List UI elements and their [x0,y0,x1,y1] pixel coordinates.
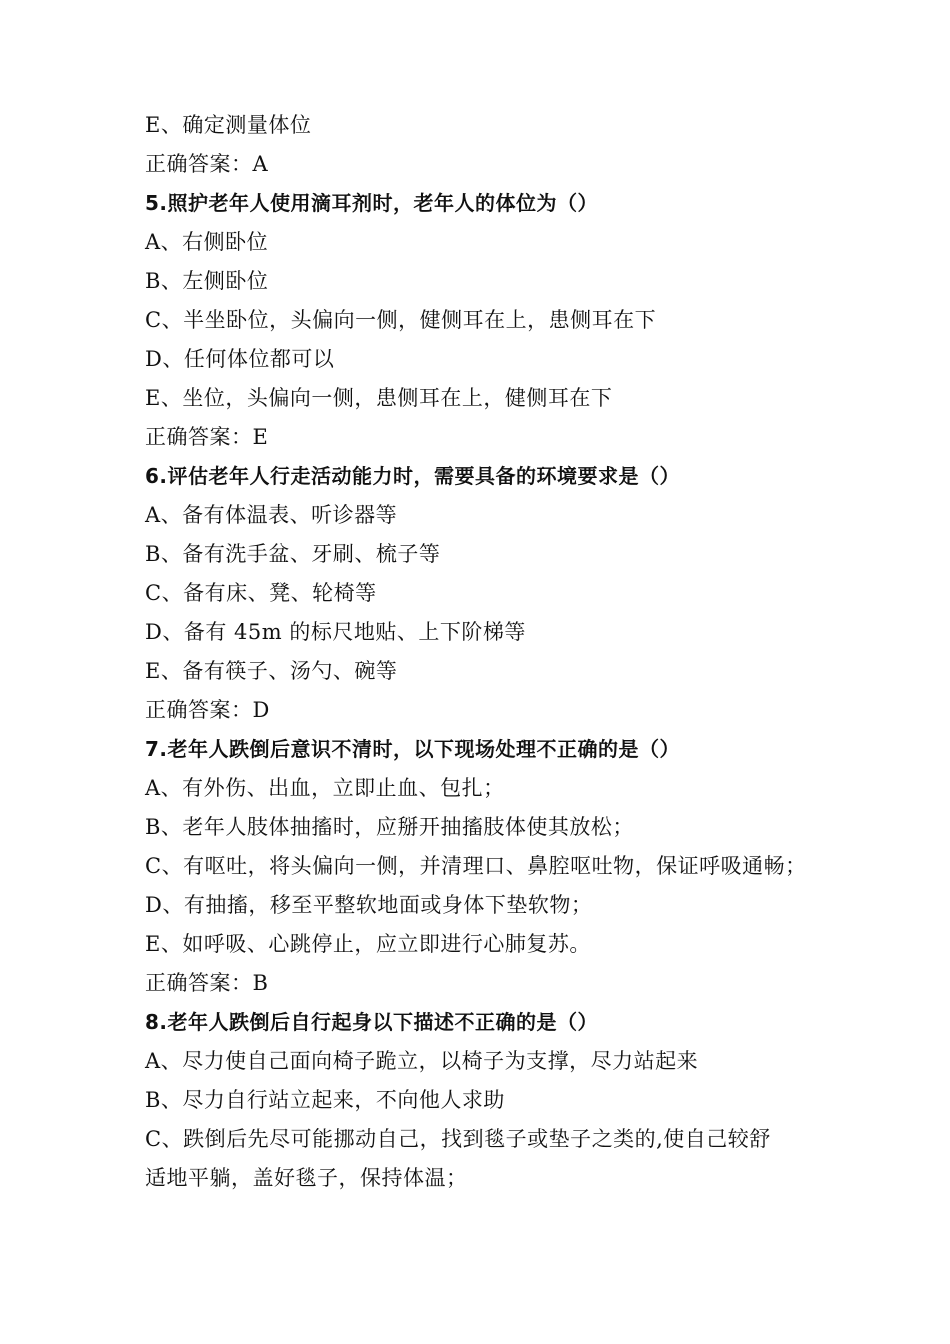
option-line: C、半坐卧位，头偏向一侧，健侧耳在上，患侧耳在下 [145,308,657,332]
option-line: 适地平躺，盖好毯子，保持体温； [145,1166,468,1190]
document-page [145,106,835,1198]
option-line: B、老年人肢体抽搐时，应掰开抽搐肢体使其放松； [145,815,634,839]
answer-line: 正确答案：B [145,971,269,995]
question-line: 5.照护老年人使用滴耳剂时，老年人的体位为（） [145,191,599,215]
option-line: A、右侧卧位 [145,230,269,254]
option-line: B、左侧卧位 [145,269,269,293]
option-line: D、任何体位都可以 [145,347,335,371]
option-line: B、尽力自行站立起来，不向他人求助 [145,1088,505,1112]
option-line: D、备有 45m 的标尺地贴、上下阶梯等 [145,620,526,644]
option-line: D、有抽搐，移至平整软地面或身体下垫软物； [145,893,593,917]
question-line: 6.评估老年人行走活动能力时，需要具备的环境要求是（） [145,464,681,488]
question-line: 7.老年人跌倒后意识不清时，以下现场处理不正确的是（） [145,737,681,761]
option-line: E、确定测量体位 [145,113,312,137]
answer-line: 正确答案：D [145,698,270,722]
option-line: A、备有体温表、听诊器等 [145,503,398,527]
answer-line: 正确答案：E [145,425,269,449]
option-line: A、尽力使自己面向椅子跪立，以椅子为支撑，尽力站起来 [145,1049,699,1073]
option-line: E、备有筷子、汤勺、碗等 [145,659,398,683]
option-line: C、跌倒后先尽可能挪动自己，找到毯子或垫子之类的,使自己较舒 [145,1127,771,1151]
option-line: C、备有床、凳、轮椅等 [145,581,377,605]
answer-line: 正确答案：A [145,152,269,176]
option-line: C、有呕吐，将头偏向一侧，并清理口、鼻腔呕吐物，保证呼吸通畅； [145,854,807,878]
option-line: B、备有洗手盆、牙刷、梳子等 [145,542,441,566]
question-line: 8.老年人跌倒后自行起身以下描述不正确的是（） [145,1010,599,1034]
option-line: E、如呼吸、心跳停止，应立即进行心肺复苏。 [145,932,591,956]
option-line: A、有外伤、出血，立即止血、包扎； [145,776,505,800]
option-line: E、坐位，头偏向一侧，患侧耳在上，健侧耳在下 [145,386,613,410]
